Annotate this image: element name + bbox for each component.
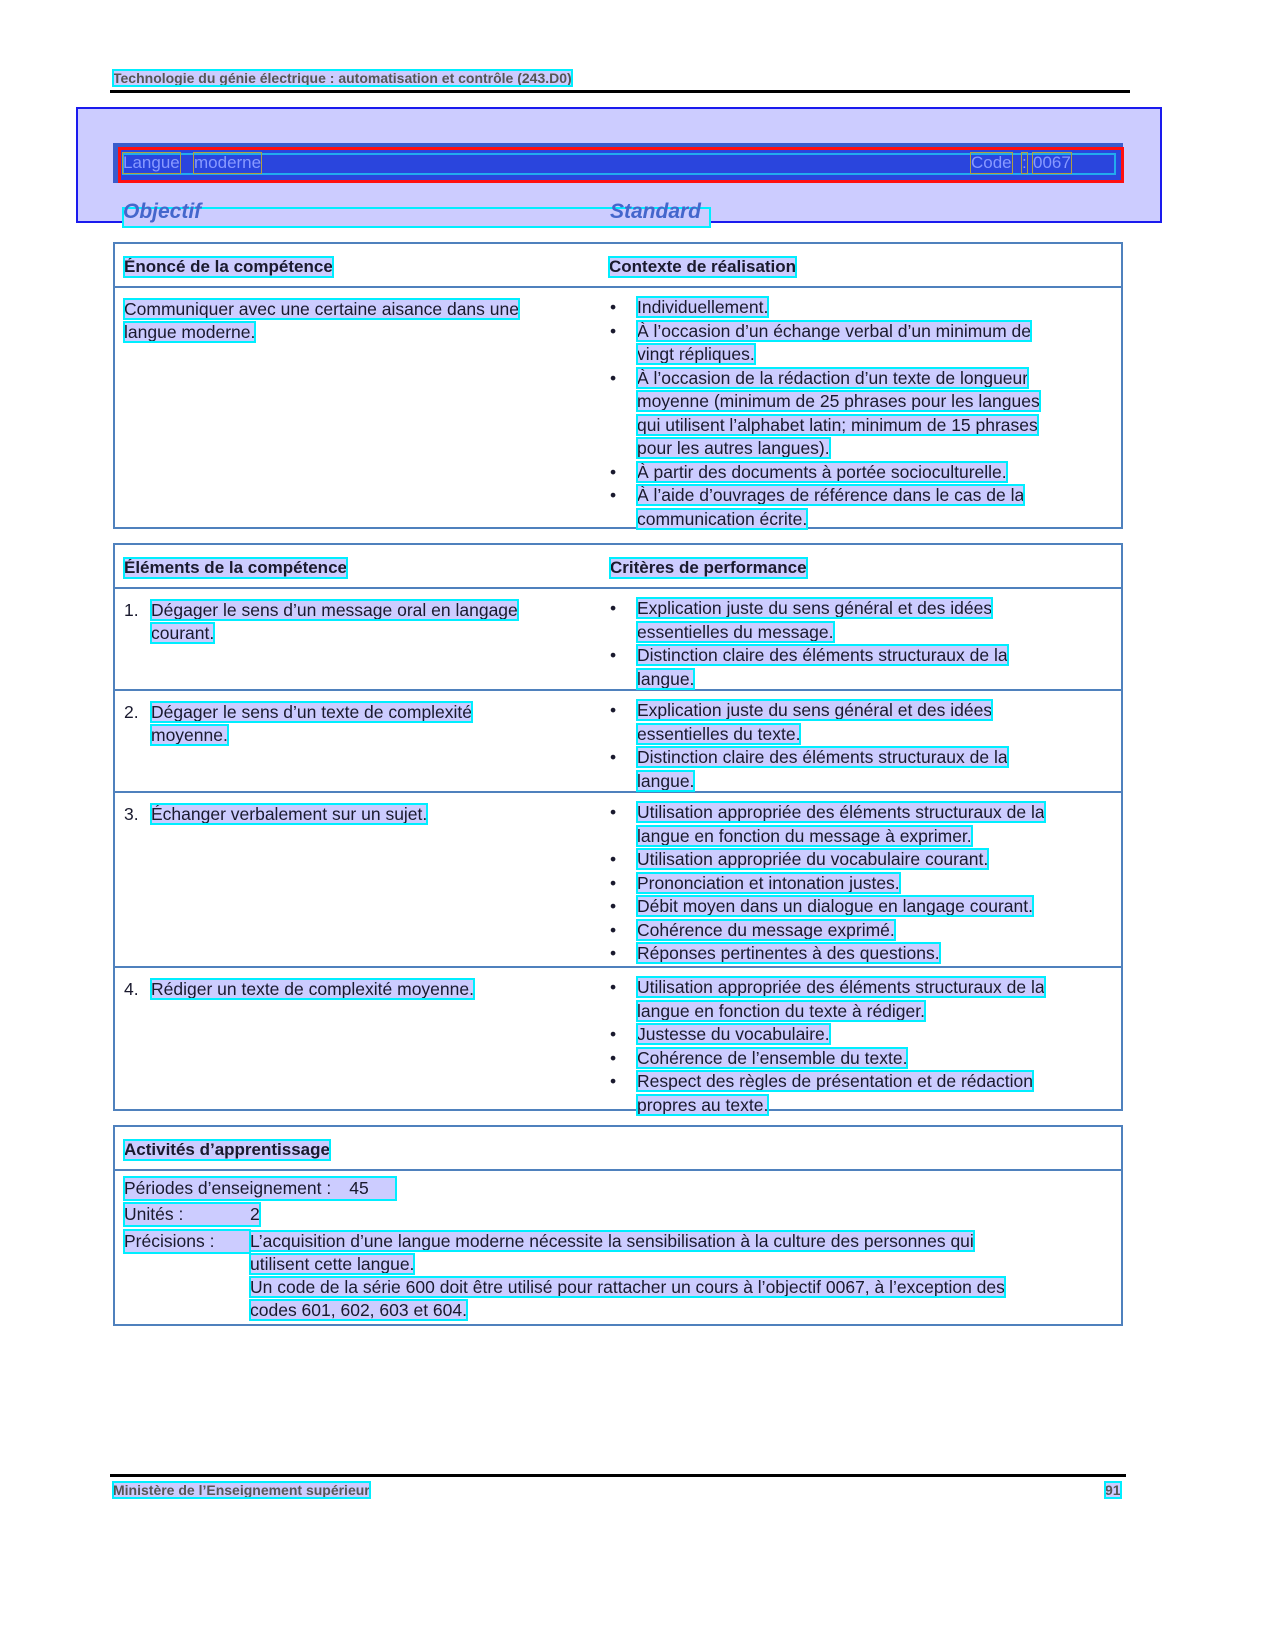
- text-line: pour les autres langues).: [637, 438, 830, 458]
- bullet-icon: •: [610, 645, 617, 665]
- running-header: Technologie du génie électrique : automatisation et contrôle (243.D0): [113, 70, 572, 86]
- units-label: Unités :: [124, 1204, 184, 1224]
- bullet-icon: •: [610, 1071, 617, 1091]
- bullet-icon: •: [610, 461, 617, 482]
- bullet-icon: •: [610, 849, 617, 869]
- text-line: Distinction claire des éléments structuraux de la: [637, 645, 1008, 665]
- footer-ministry: Ministère de l’Enseignement supérieur: [113, 1482, 370, 1498]
- bullet-icon: •: [610, 700, 617, 720]
- bullet-icon: •: [610, 943, 617, 963]
- text-line: Rédiger un texte de complexité moyenne.: [151, 979, 474, 999]
- text-line: langue en fonction du texte à rédiger.: [637, 1000, 925, 1021]
- bullet-item: [610, 872, 1110, 896]
- text-line: qui utilisent l’alphabet latin; minimum de 15 phrases: [637, 414, 1038, 435]
- text-line: utilisent cette langue.: [250, 1254, 415, 1274]
- text-line: langue moderne.: [124, 322, 256, 342]
- text-line: Individuellement.: [637, 297, 769, 317]
- bullet-item: [610, 895, 1110, 919]
- text-line: moyenne (minimum de 25 phrases pour les langues: [637, 391, 1040, 411]
- text-line: communication écrite.: [637, 508, 808, 529]
- text-line: À l’aide d’ouvrages de référence dans le cas de la: [637, 485, 1025, 505]
- text-line: Utilisation appropriée du vocabulaire courant.: [637, 849, 989, 869]
- bullet-icon: •: [610, 1024, 617, 1044]
- element-text: [124, 701, 594, 747]
- criteria-list: [610, 976, 1110, 1117]
- bullet-icon: •: [610, 747, 617, 767]
- title-word: Langue: [123, 153, 180, 172]
- header-criteres: Critères de performance: [610, 558, 807, 577]
- enonce-text: [124, 298, 594, 344]
- bullet-item: [610, 1023, 1110, 1047]
- table-row: [115, 968, 1121, 1114]
- text-line: Explication juste du sens général et des idées: [637, 598, 993, 618]
- bullet-item: [610, 848, 1110, 872]
- bullet-icon: •: [610, 896, 617, 916]
- precisions-label: Précisions :: [124, 1230, 250, 1253]
- bullet-item: [610, 461, 1110, 485]
- bullet-item: [610, 699, 1110, 746]
- bullet-item: [610, 1070, 1110, 1117]
- competence-table: [113, 242, 1123, 529]
- title-band-line: [122, 153, 1116, 175]
- text-line: Échanger verbalement sur un sujet.: [151, 804, 428, 824]
- header-enonce: Énoncé de la compétence: [124, 257, 333, 276]
- criteria-list: [610, 801, 1110, 966]
- bullet-icon: •: [610, 802, 617, 822]
- text-line: Cohérence de l’ensemble du texte.: [637, 1047, 908, 1068]
- element-number: 1.: [124, 600, 139, 620]
- criteria-list: [610, 597, 1110, 691]
- periods-value: 45: [349, 1178, 369, 1198]
- element-number: 4.: [124, 979, 139, 999]
- text-line: Utilisation appropriée des éléments structuraux de la: [637, 802, 1045, 822]
- bullet-icon: •: [610, 297, 617, 317]
- context-list: [610, 296, 1110, 531]
- periods-label: Périodes d’enseignement :: [124, 1178, 332, 1198]
- bullet-item: [610, 484, 1110, 531]
- bullet-icon: •: [610, 977, 617, 997]
- periods-line: [124, 1177, 396, 1200]
- bullet-icon: •: [610, 485, 617, 505]
- table-header: [115, 545, 1121, 589]
- text-line: courant.: [151, 623, 215, 643]
- bullet-icon: •: [610, 872, 617, 893]
- bullet-item: [610, 919, 1110, 943]
- bullet-item: [610, 597, 1110, 644]
- bullet-icon: •: [610, 919, 617, 940]
- table-row: [115, 288, 1121, 529]
- bullet-item: [610, 644, 1110, 691]
- text-line: Dégager le sens d’un message oral en langage: [151, 600, 518, 620]
- table-row: [115, 589, 1121, 691]
- element-text: [124, 978, 594, 1001]
- bullet-item: [610, 942, 1110, 966]
- bullet-icon: •: [610, 320, 617, 341]
- elements-table: [113, 543, 1123, 1115]
- bullet-icon: •: [610, 367, 617, 388]
- header-contexte: Contexte de réalisation: [609, 257, 797, 276]
- title-word: moderne: [194, 153, 262, 172]
- text-line: Respect des règles de présentation et de rédaction: [637, 1071, 1033, 1091]
- text-line: Réponses pertinentes à des questions.: [637, 943, 940, 963]
- element-text: [124, 599, 594, 645]
- table-row: [115, 691, 1121, 793]
- text-line: Débit moyen dans un dialogue en langage courant.: [637, 896, 1033, 916]
- text-line: Cohérence du message exprimé.: [637, 919, 895, 940]
- text-line: L’acquisition d’une langue moderne nécessite la sensibilisation à la culture des personnes qui: [250, 1231, 974, 1251]
- text-line: Prononciation et intonation justes.: [637, 872, 900, 893]
- bullet-icon: •: [610, 1047, 617, 1068]
- table-header: [115, 1127, 1121, 1171]
- precisions-text: [250, 1230, 1110, 1322]
- element-text: [124, 803, 594, 826]
- text-line: À partir des documents à portée socioculturelle.: [637, 461, 1007, 482]
- bullet-item: [610, 801, 1110, 848]
- text-line: Utilisation appropriée des éléments structuraux de la: [637, 977, 1045, 997]
- standard-label: Standard: [610, 200, 702, 223]
- activities-title: Activités d’apprentissage: [124, 1140, 330, 1159]
- criteria-list: [610, 699, 1110, 793]
- table-header: [115, 244, 1121, 288]
- bullet-item: [610, 976, 1110, 1023]
- page-number: 91: [1105, 1482, 1121, 1498]
- bullet-item: [610, 1047, 1110, 1071]
- header-elements: Éléments de la compétence: [124, 558, 347, 577]
- text-line: Communiquer avec une certaine aisance dans une: [124, 299, 519, 319]
- bullet-icon: •: [610, 598, 617, 618]
- header-rule: [110, 90, 1130, 93]
- units-line: [124, 1203, 260, 1226]
- text-line: À l’occasion d’un échange verbal d’un minimum de: [637, 320, 1031, 341]
- text-line: langue.: [637, 668, 695, 689]
- text-line: À l’occasion de la rédaction d’un texte de longueur: [637, 367, 1029, 388]
- element-number: 2.: [124, 702, 139, 722]
- code-value: 0067: [1033, 153, 1071, 172]
- text-line: essentielles du texte.: [637, 723, 801, 744]
- code-colon: :: [1022, 153, 1027, 172]
- units-value: 2: [250, 1204, 260, 1224]
- text-line: langue en fonction du message à exprimer.: [637, 825, 972, 846]
- bullet-item: [610, 320, 1110, 367]
- objectif-label: Objectif: [123, 200, 202, 223]
- text-line: propres au texte.: [637, 1094, 769, 1115]
- element-number: 3.: [124, 804, 139, 824]
- text-line: codes 601, 602, 603 et 604.: [250, 1300, 467, 1320]
- bullet-item: [610, 296, 1110, 320]
- bullet-item: [610, 746, 1110, 793]
- code-label: Code: [971, 153, 1012, 172]
- activities-table: [113, 1125, 1123, 1326]
- text-line: Distinction claire des éléments structuraux de la: [637, 747, 1008, 767]
- table-row: [115, 793, 1121, 968]
- text-line: Justesse du vocabulaire.: [637, 1024, 830, 1044]
- text-line: moyenne.: [151, 725, 228, 745]
- text-line: Un code de la série 600 doit être utilisé pour rattacher un cours à l’objectif 0067, à l’exception des: [250, 1277, 1005, 1297]
- text-line: essentielles du message.: [637, 621, 834, 642]
- text-line: Explication juste du sens général et des idées: [637, 700, 993, 720]
- footer-rule: [110, 1474, 1126, 1477]
- text-line: Dégager le sens d’un texte de complexité: [151, 702, 473, 722]
- text-line: langue.: [637, 770, 695, 791]
- bullet-item: [610, 367, 1110, 461]
- text-line: vingt répliques.: [637, 344, 755, 364]
